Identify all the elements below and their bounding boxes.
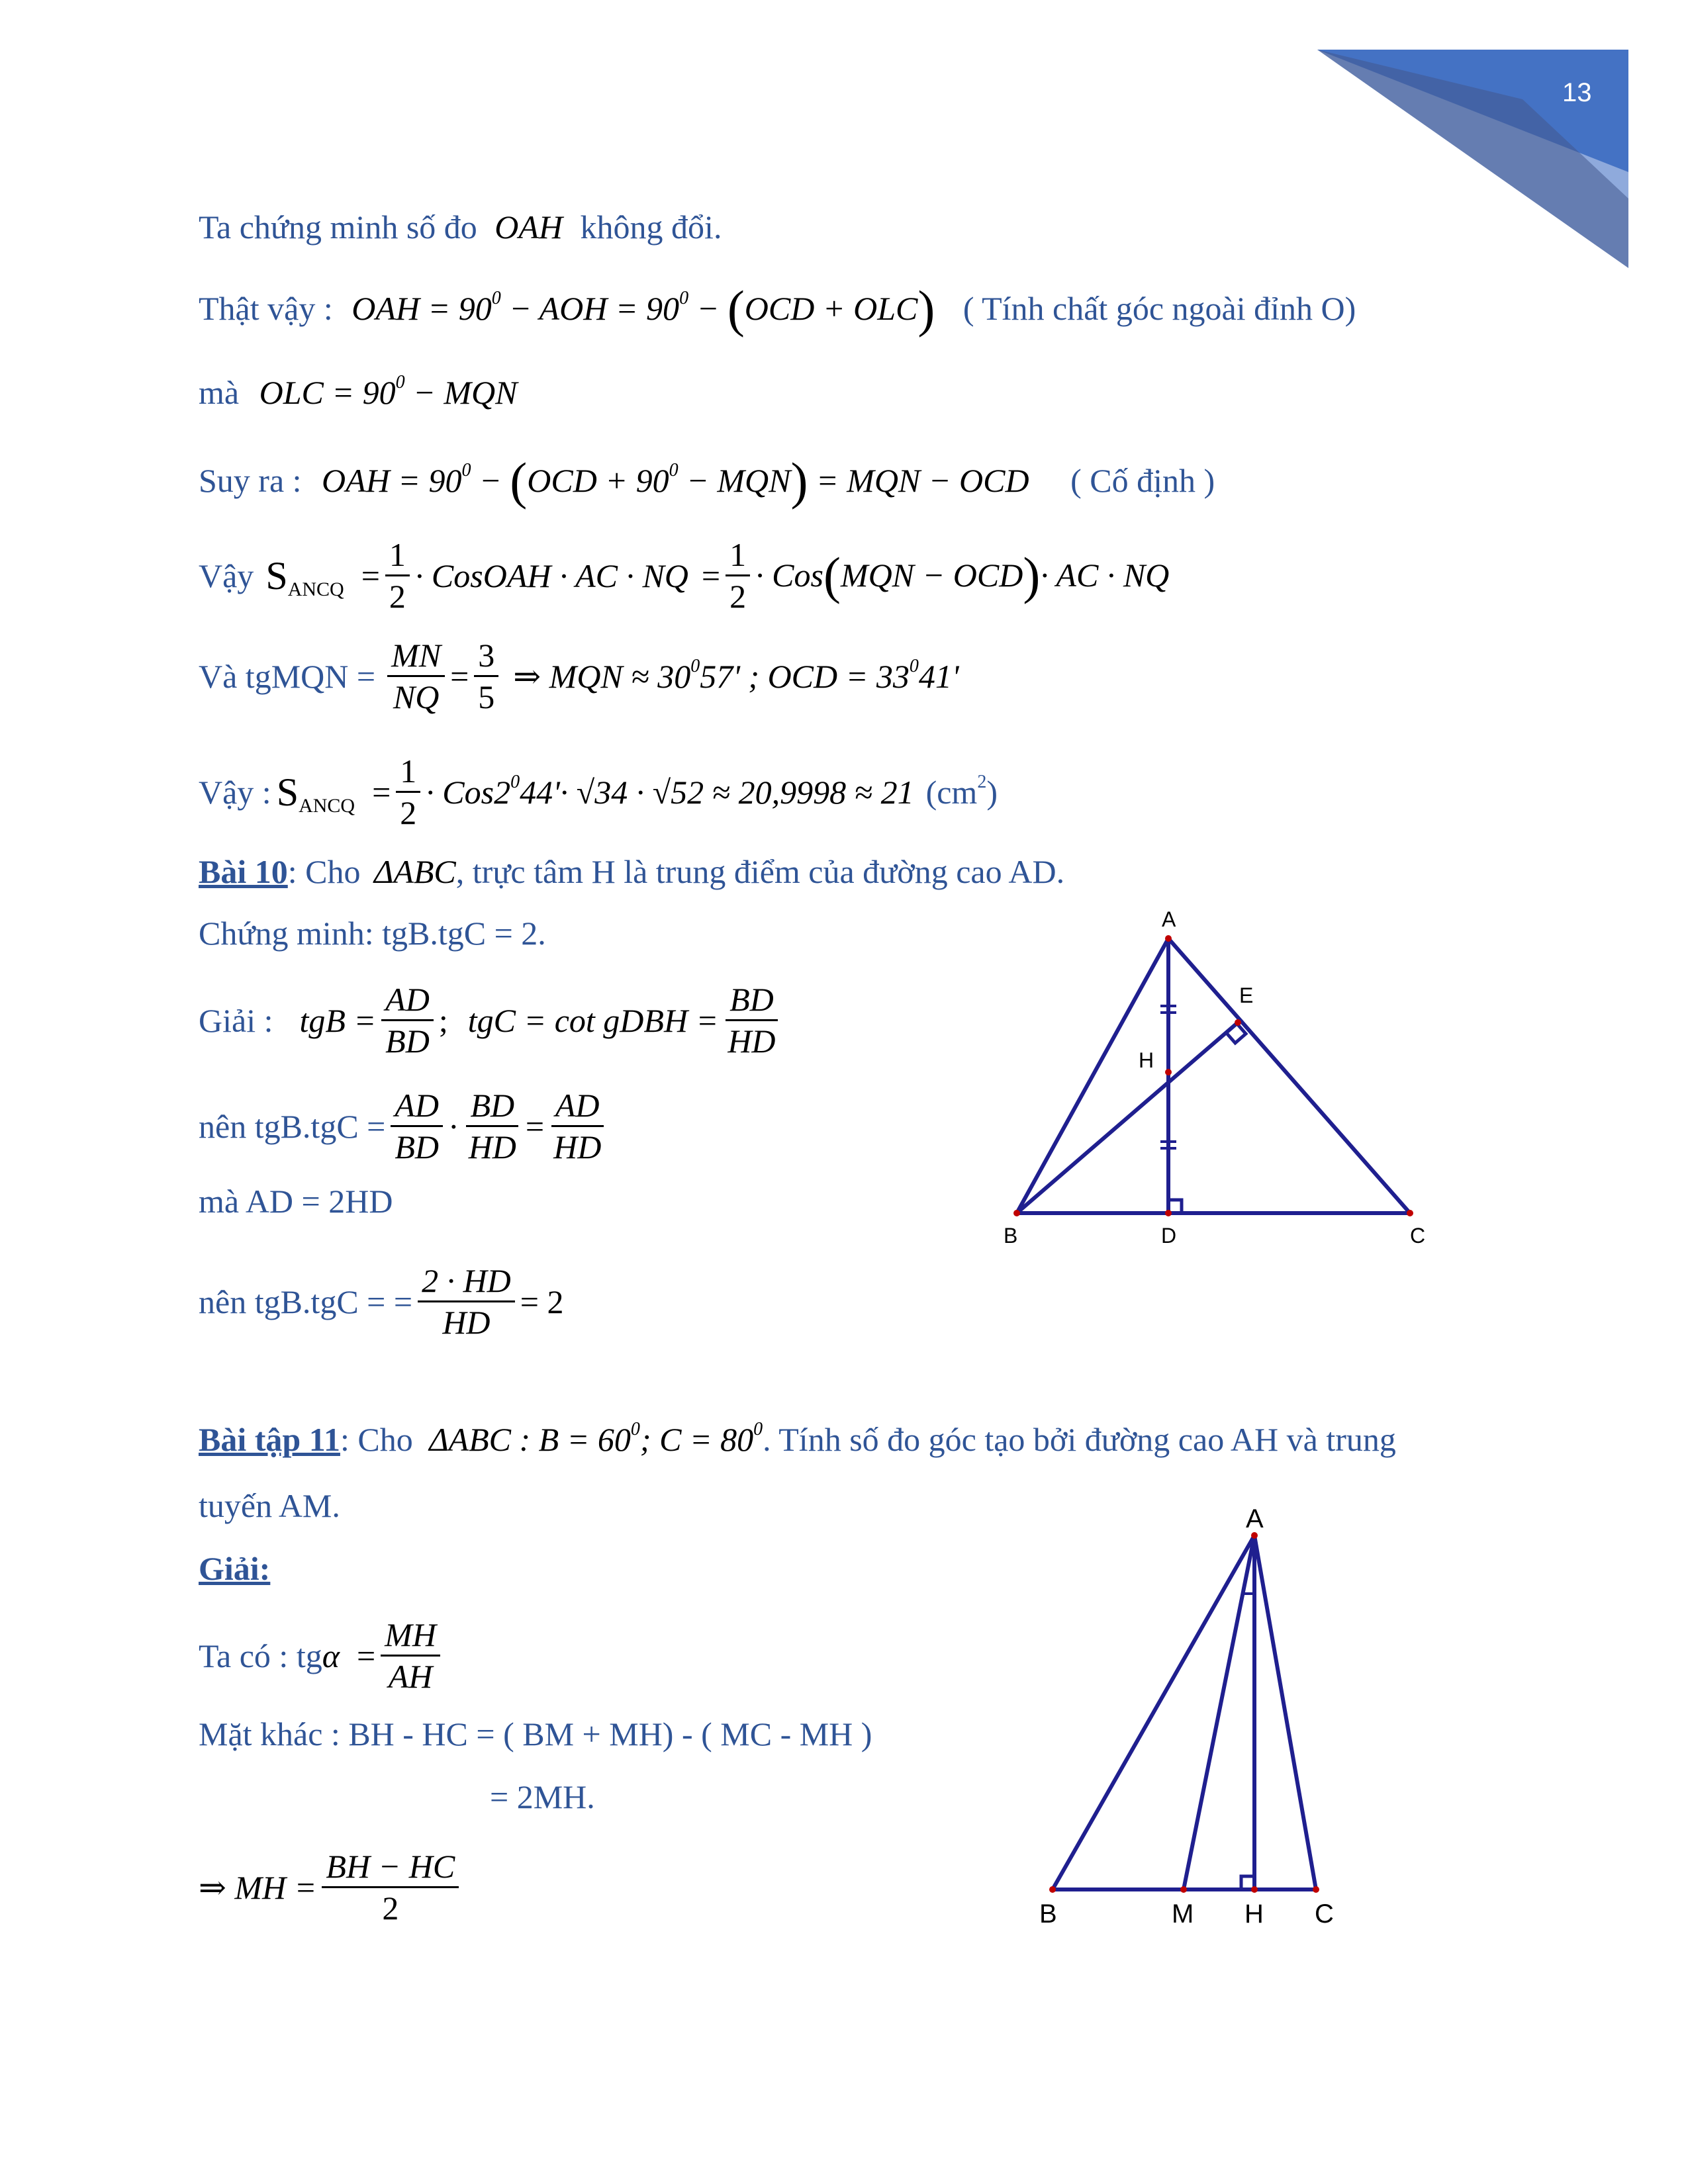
math-mqn-approx: ⇒ MQN ≈ 30 <box>513 657 691 695</box>
math-ac-nq: · AC · NQ <box>1040 556 1170 594</box>
figure-triangle-median <box>1013 1496 1390 1946</box>
label-e: E <box>1239 983 1254 1007</box>
line-7 <box>199 751 998 833</box>
math-mh: ⇒ MH = <box>199 1868 317 1906</box>
bai11-matkhac: Mặt khác : BH - HC = ( BM + MH) - ( MC - MH ) <box>199 1715 872 1752</box>
bai11-line2: tuyến AM. <box>199 1487 340 1524</box>
altitude-be <box>1017 1023 1238 1213</box>
three-fifths: $\frac{3}{5}$ <box>474 635 498 717</box>
label-c: C <box>1410 1224 1426 1248</box>
half: $\frac{1}{2}$ <box>396 751 420 833</box>
math-tgb: tgB = <box>299 1001 377 1039</box>
math-mqn-ocd: MQN − OCD <box>840 556 1023 594</box>
math-oah: OAH = 90 <box>322 462 462 499</box>
math-tgc: tgC = cot gDBH = <box>467 1001 719 1039</box>
math-angle-c: ; C = 80 <box>639 1421 754 1458</box>
point-h <box>1165 1069 1172 1075</box>
point-b <box>1013 1210 1020 1216</box>
point-a <box>1165 935 1172 942</box>
label-d: D <box>1161 1224 1177 1248</box>
degree: 0 <box>395 372 405 392</box>
minus: − <box>471 462 510 499</box>
label-b: B <box>1004 1224 1018 1248</box>
bai10-nen2: nên tgB.tgC = = $\frac{2 \cdot HD}{HD}$ = 2 <box>199 1262 564 1341</box>
degree: 0 <box>690 655 700 676</box>
line-2-note: ( Tính chất góc ngoài đỉnh O) <box>962 290 1356 327</box>
math-ocd-eq: OCD = 33 <box>767 657 910 695</box>
point-b <box>1049 1886 1056 1893</box>
bai10-label: Bài 10 <box>199 853 288 890</box>
label-c: C <box>1315 1899 1334 1929</box>
bai10-prove: Chứng minh: tgB.tgC = 2. <box>199 915 546 952</box>
line-3 <box>199 372 518 411</box>
figure-triangle-orthocenter <box>980 907 1476 1251</box>
point-m <box>1180 1886 1187 1893</box>
line-4-text: Suy ra : <box>199 462 302 499</box>
degree: 0 <box>679 288 689 308</box>
mn-over-nq: $\frac{MN}{NQ}$ <box>387 635 445 717</box>
bd-over-hd: $\frac{BD}{HD}$ <box>724 979 779 1061</box>
label-a: A <box>1246 1504 1264 1533</box>
line-4-note: ( Cố định ) <box>1070 462 1215 499</box>
line-1-end: không đổi. <box>580 208 722 246</box>
point-e <box>1235 1019 1241 1026</box>
ad-over-hd: $\frac{AD}{HD}$ <box>549 1085 605 1167</box>
bai10-nen1: nên tgB.tgC = $\frac{AD}{BD}$ · $\frac{BD}{HD}$ = $\frac{AD}{HD}$ <box>199 1085 610 1167</box>
math-mqn: − MQN <box>404 374 518 411</box>
point-c <box>1407 1210 1413 1216</box>
side-ab <box>1053 1535 1254 1889</box>
bai11-eq2: = 2MH. <box>490 1778 595 1815</box>
bai10-ma: mà AD = 2HD <box>199 1183 393 1220</box>
line-6-text: Và tgMQN = <box>199 657 376 695</box>
half: $\frac{1}{2}$ <box>385 535 410 616</box>
equals: = <box>372 773 391 811</box>
alpha: α <box>322 1637 340 1674</box>
line-4: Suy ra : OAH = $90^0 - (OCD + 90^0 - MQN)$ = MQN − OCD ( Cố định ) <box>199 452 1215 510</box>
bd-over-hd: $\frac{BD}{HD}$ <box>465 1085 520 1167</box>
degree: 0 <box>461 460 471 480</box>
line-1-text: Ta chứng minh số đo <box>199 208 477 246</box>
math-mqn: − MQN <box>678 462 791 499</box>
label-b: B <box>1039 1899 1057 1929</box>
giai-label: Giải : <box>199 1001 273 1039</box>
corner-decoration <box>1258 0 1688 278</box>
math-oah-eq: OAH = 90 <box>352 290 492 327</box>
half: $\frac{1}{2}$ <box>726 535 750 616</box>
minutes: 41' <box>918 657 959 695</box>
line-7-text: Vậy : <box>199 773 271 811</box>
bai11-imp <box>199 1846 464 1928</box>
math-ocd-olc: OCD + OLC <box>744 290 918 327</box>
equals: = <box>450 657 469 695</box>
math-olc: OLC = 90 <box>259 374 396 411</box>
label-m: M <box>1172 1899 1194 1929</box>
degree: 0 <box>909 655 919 676</box>
line-6 <box>199 635 959 717</box>
math-cos: · Cos <box>755 556 823 594</box>
unit: $(cm^2)$ <box>925 771 998 811</box>
point-c <box>1313 1886 1319 1893</box>
equals: = <box>701 557 721 594</box>
angle-oah: OAH <box>494 208 563 246</box>
degree: 0 <box>669 460 679 480</box>
bai11-title: Bài tập 11: Cho ΔABC : $B = 60^0$; $C = 80^0$. Tính số đo góc tạo bởi đường cao AH và trung <box>199 1419 1396 1458</box>
label-h: H <box>1244 1899 1264 1929</box>
point-d <box>1165 1210 1172 1216</box>
line-5-text: Vậy <box>199 557 254 594</box>
math-angle-b: ΔABC : B = 60 <box>429 1421 631 1458</box>
2hd-over-hd: $\frac{2 \cdot HD}{HD}$ <box>418 1261 515 1342</box>
line-5: Vậy $S_{ANCQ}$ = $\frac{1}{2}$ · CosOAH · AC · NQ = $\frac{1}{2}$ · Cos(MQN − OCD)· AC · NQ <box>199 536 1170 615</box>
bh-hc-over-2: $\frac{BH - HC}{2}$ <box>322 1846 459 1928</box>
math-ocd: OCD + 90 <box>527 462 669 499</box>
side-ac <box>1254 1535 1316 1889</box>
label-a: A <box>1162 907 1176 931</box>
bai10-title: Bài 10: Cho ΔABC, trực tâm H là trung điểm của đường cao AD. <box>199 853 1065 890</box>
bai11-giai: Giải: <box>199 1550 271 1587</box>
ad-over-bd: $\frac{AD}{BD}$ <box>391 1085 443 1167</box>
math-result: = MQN − OCD <box>808 462 1029 499</box>
line-2-text: Thật vậy : <box>199 290 333 327</box>
math-cos: · Cos2 <box>426 773 511 811</box>
median-am <box>1184 1535 1254 1889</box>
line-2: Thật vậy : OAH = $90^0$ − AOH = $90^0 - (OCD + OLC)$ ( Tính chất góc ngoài đỉnh O) <box>199 280 1356 338</box>
bai10-giai: Giải : tgB = $\frac{AD}{BD}$ ; tgC = cot gDBH = $\frac{BD}{HD}$ <box>199 979 785 1061</box>
point-h <box>1251 1886 1258 1893</box>
area-symbol: $S_{ANCQ}$ <box>265 553 344 600</box>
equals: = <box>361 557 380 594</box>
math-cos-oah: · CosOAH · AC · NQ <box>414 557 688 594</box>
degree: 0 <box>510 771 520 792</box>
math-result: 44'· √34 · √52 ≈ 20,9998 ≈ 21 <box>520 773 914 811</box>
triangle-abc: ΔABC <box>374 853 456 890</box>
side-ab <box>1017 938 1168 1213</box>
math-aoh: − AOH = 90 <box>500 290 680 327</box>
label-h: H <box>1139 1048 1154 1072</box>
page-number: 13 <box>1562 78 1592 107</box>
mh-over-ah: $\frac{MH}{AH}$ <box>381 1615 440 1696</box>
bai11-label: Bài tập 11 <box>199 1421 340 1458</box>
line-3-text: mà <box>199 374 240 411</box>
side-ac <box>1168 938 1410 1213</box>
ad-over-bd: $\frac{AD}{BD}$ <box>381 979 434 1061</box>
degree: 0 <box>491 288 501 308</box>
bai11-taco: Ta có : tg α = $\frac{MH}{AH}$ <box>199 1615 445 1696</box>
minutes: 57' ; <box>700 657 760 695</box>
line-1 <box>199 210 722 244</box>
minus: − <box>688 290 727 327</box>
area-symbol: $S_{ANCQ}$ <box>276 770 355 817</box>
